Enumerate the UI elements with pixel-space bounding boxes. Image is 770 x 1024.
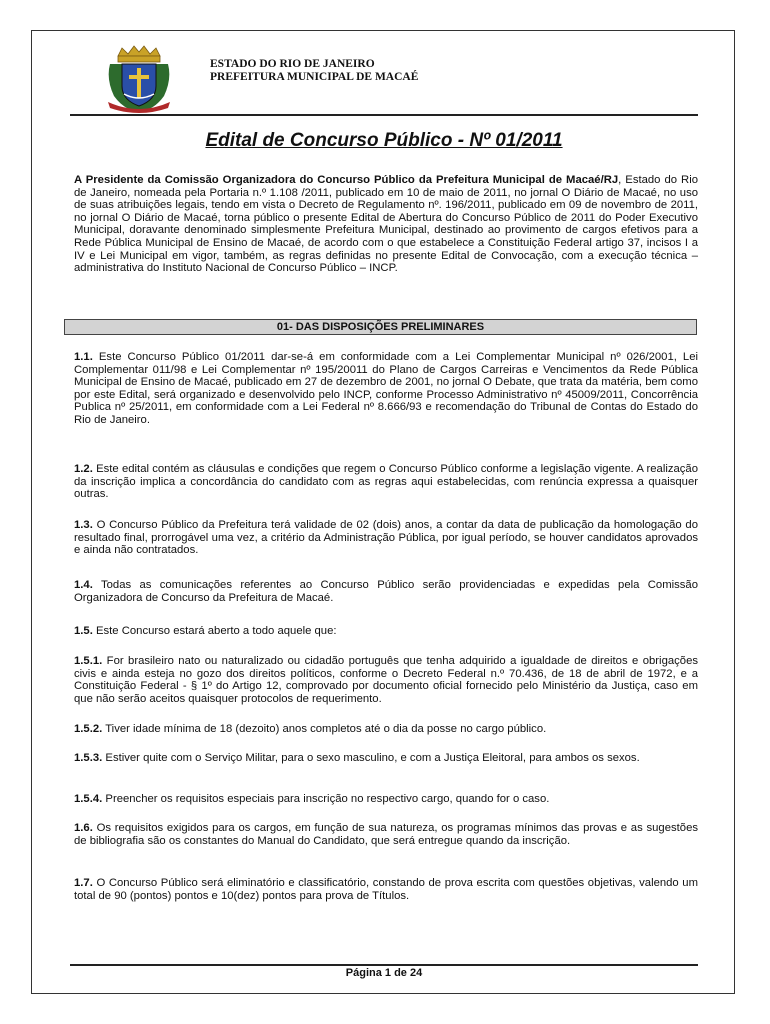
clause-number: 1.3. (74, 519, 93, 531)
clause-number: 1.1. (74, 351, 93, 363)
clause-text: Preencher os requisitos especiais para inscrição no respectivo cargo, quando for o caso. (102, 793, 550, 805)
page-number: Página 1 de 24 (345, 967, 423, 979)
coat-of-arms-icon (104, 44, 174, 114)
clause-text: Tiver idade mínima de 18 (dezoito) anos completos até o dia da posse no cargo público. (102, 723, 547, 735)
clause-1-4 (74, 579, 698, 604)
clause-text: Este Concurso estará aberto a todo aquele que: (92, 625, 337, 637)
letterhead-state: ESTADO DO RIO DE JANEIRO (210, 58, 375, 70)
clause-text: O Concurso Público da Prefeitura terá validade de 02 (dois) anos, a contar da data de publicação da homologação do resultado final, prorrogável uma vez, a critério da Administração Pública, por igual período, se houver candidatos aprovados e ainda não contratados. (74, 519, 698, 557)
clause-number: 1.2. (74, 463, 93, 475)
clause-number: 1.5.3. (74, 752, 103, 764)
header-divider (70, 114, 698, 116)
clause-1-7 (74, 877, 698, 902)
letterhead-prefecture: PREFEITURA MUNICIPAL DE MACAÉ (210, 71, 419, 83)
clause-1-6 (74, 822, 698, 847)
clause-1-5-2 (74, 723, 698, 736)
footer-divider (70, 964, 698, 966)
clause-number: 1.6. (74, 822, 93, 834)
clause-number: 1.5. (74, 625, 93, 637)
clause-text: Todas as comunicações referentes ao Concurso Público serão providenciadas e expedidas pela Comissão Organizadora de Concurso da Prefeitura de Macaé. (74, 579, 698, 604)
clause-text: For brasileiro nato ou naturalizado ou cidadão português que tenha adquirido a igualdade de direitos e obrigações civis e ainda esteja no gozo dos direitos políticos, conforme o Decreto Federal n.º 70.436, de 18 de abril de 1972, e a Constituição Federal - § 1º do Artigo 12, comprovado por documento oficial fornecido pelo Ministério da Justiça, caso em que não serão aceitos quaisquer protocolos de requerimento. (74, 655, 698, 705)
clause-1-5-3 (74, 752, 698, 765)
clause-text: Os requisitos exigidos para os cargos, em função de sua natureza, os programas mínimos das provas e as sugestões de bibliografia são os constantes do Manual do Candidato, que será entregue quando da inscrição. (74, 822, 698, 847)
section-heading: 01- DAS DISPOSIÇÕES PRELIMINARES (64, 319, 697, 335)
clause-text: O Concurso Público será eliminatório e classificatório, constando de prova escrita com questões objetivas, valendo um total de 90 (pontos) pontos e 10(dez) pontos para prova de Títulos. (74, 877, 698, 902)
clause-1-5-1 (74, 655, 698, 705)
clause-number: 1.7. (74, 877, 93, 889)
intro-paragraph (74, 174, 698, 275)
clause-number: 1.5.1. (74, 655, 103, 667)
clause-number: 1.5.4. (74, 793, 103, 805)
document-title: Edital de Concurso Público - Nº 01/2011 (205, 130, 563, 151)
clause-1-5 (74, 625, 698, 638)
clause-1-1 (74, 351, 698, 427)
clause-1-5-4 (74, 793, 698, 806)
clause-number: 1.5.2. (74, 723, 103, 735)
clause-number: 1.4. (74, 579, 93, 591)
clause-text: Este edital contém as cláusulas e condições que regem o Concurso Público conforme a legislação vigente. A realização da inscrição implica a concordância do candidato com as regras aqui estabelecidas, com renúncia expressa a quaisquer outras. (74, 463, 698, 501)
intro-text: , Estado do Rio de Janeiro, nomeada pela Portaria n.º 1.108 /2011, publicado em 10 de maio de 2011, no jornal O Diário de Macaé, no uso de suas atribuições legais, tendo em vista o Decreto de Regulamento nº. 196/2011, publicado em 09 de novembro de 2011, no jornal O Diário de Macaé, torna público o presente Edital de Abertura do Concurso Público de 2011 do Poder Executivo Municipal, doravante denominado simplesmente Prefeitura Municipal, destinado ao provimento de cargos efetivos para a Rede Pública Municipal de Ensino de Macaé, de acordo com o que estabelece a Constituição Federal artigo 37, incisos I a IV e Lei Municipal em vigor, também, as regras definidas no presente Edital de Convocação, com a execução técnica – administrativa do Instituto Nacional de Concurso Público – INCP. (74, 174, 698, 275)
intro-bold: A Presidente da Comissão Organizadora do Concurso Público da Prefeitura Municipal de Macaé/RJ (74, 174, 619, 186)
clause-text: Este Concurso Público 01/2011 dar-se-á em conformidade com a Lei Complementar Municipal nº 026/2001, Lei Complementar 011/98 e Lei Complementar nº 195/20011 do Plano de Cargos Carreiras e Vencimentos da Rede Pública Municipal de Ensino de Macaé, publicado em 27 de dezembro de 2001, no jornal O Debate, que trata da matéria, bem como por este Edital, será organizado e desenvolvido pelo INCP, conforme Processo Administrativo nº 45009/2011, Concorrência Publica nº 25/2011, em conformidade com a Lei Federal nº 8.666/93 e recomendação do Tribunal de Contas do Estado do Rio de Janeiro. (74, 351, 698, 426)
clause-1-2 (74, 463, 698, 501)
clause-1-3 (74, 519, 698, 557)
clause-text: Estiver quite com o Serviço Militar, para o sexo masculino, e com a Justiça Eleitoral, para ambos os sexos. (102, 752, 640, 764)
letterhead (210, 58, 418, 84)
